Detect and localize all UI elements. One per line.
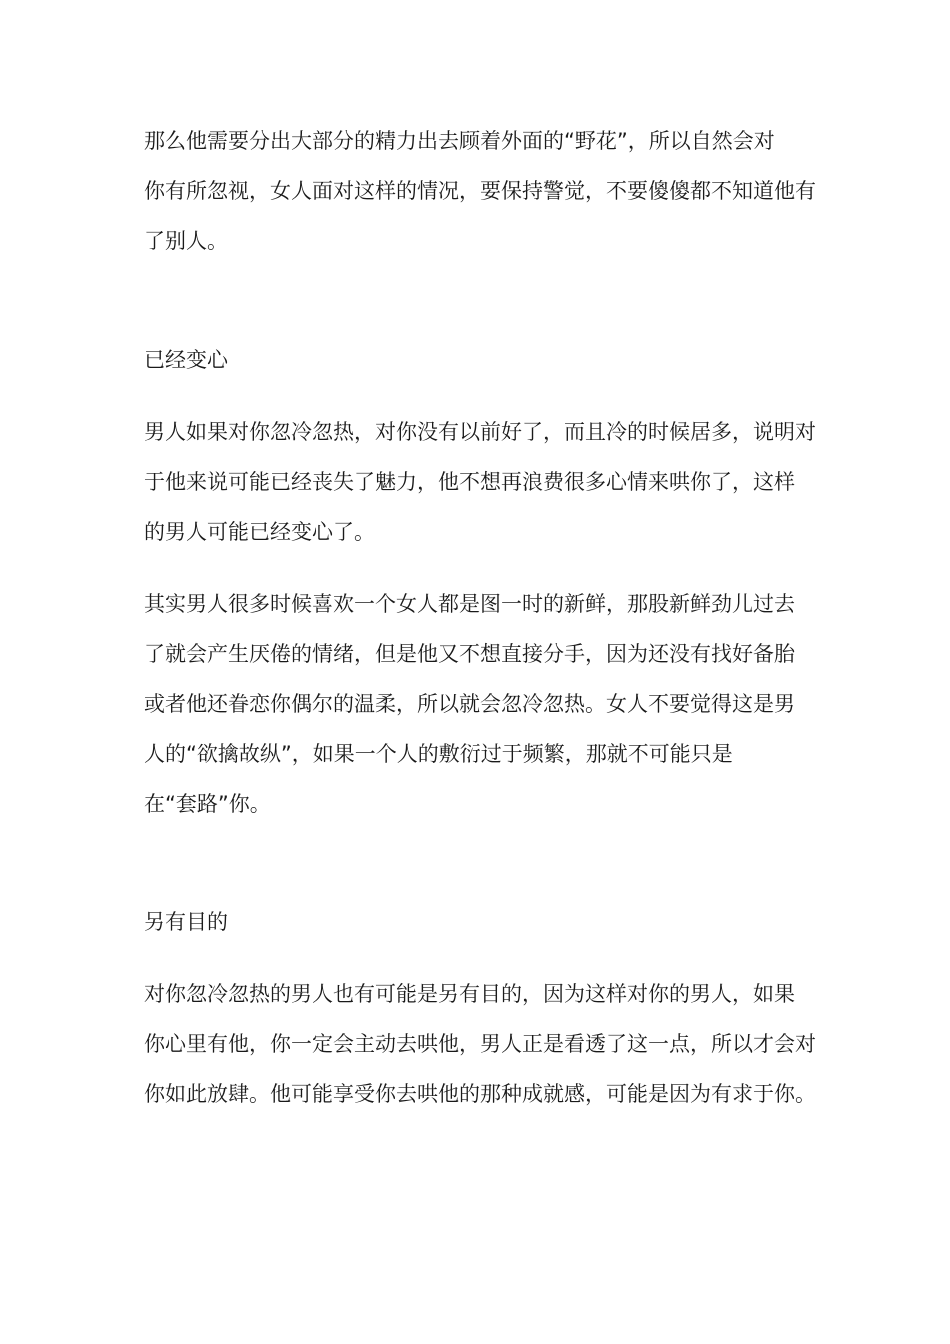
paragraph-line: 对你忽冷忽热的男人也有可能是另有目的，因为这样对你的男人，如果 <box>144 982 795 1006</box>
paragraph-line: 了别人。 <box>144 229 228 253</box>
paragraph-line: 于他来说可能已经丧失了魅力，他不想再浪费很多心情来哄你了，这样 <box>144 470 795 494</box>
paragraph-line: 了就会产生厌倦的情绪，但是他又不想直接分手，因为还没有找好备胎 <box>144 642 795 666</box>
paragraph-line: 你如此放肆。他可能享受你去哄他的那种成就感，可能是因为有求于你。 <box>144 1082 816 1106</box>
paragraph-line: 其实男人很多时候喜欢一个女人都是图一时的新鲜，那股新鲜劲儿过去 <box>144 592 795 616</box>
paragraph-line: 或者他还眷恋你偶尔的温柔，所以就会忽冷忽热。女人不要觉得这是男 <box>144 692 795 716</box>
paragraph-line: 人的“欲擒故纵”，如果一个人的敷衍过于频繁，那就不可能只是 <box>144 742 733 766</box>
paragraph-line: 你心里有他，你一定会主动去哄他，男人正是看透了这一点，所以才会对 <box>144 1032 816 1056</box>
paragraph-line: 男人如果对你忽冷忽热，对你没有以前好了，而且冷的时候居多，说明对 <box>144 420 816 444</box>
paragraph-line: 那么他需要分出大部分的精力出去顾着外面的“野花”，所以自然会对 <box>144 129 775 153</box>
paragraph-line: 在“套路”你。 <box>144 792 271 816</box>
paragraph-line: 的男人可能已经变心了。 <box>144 520 375 544</box>
section-heading: 已经变心 <box>144 348 228 372</box>
paragraph-line: 你有所忽视，女人面对这样的情况，要保持警觉，不要傻傻都不知道他有 <box>144 179 816 203</box>
section-heading: 另有目的 <box>144 910 228 934</box>
